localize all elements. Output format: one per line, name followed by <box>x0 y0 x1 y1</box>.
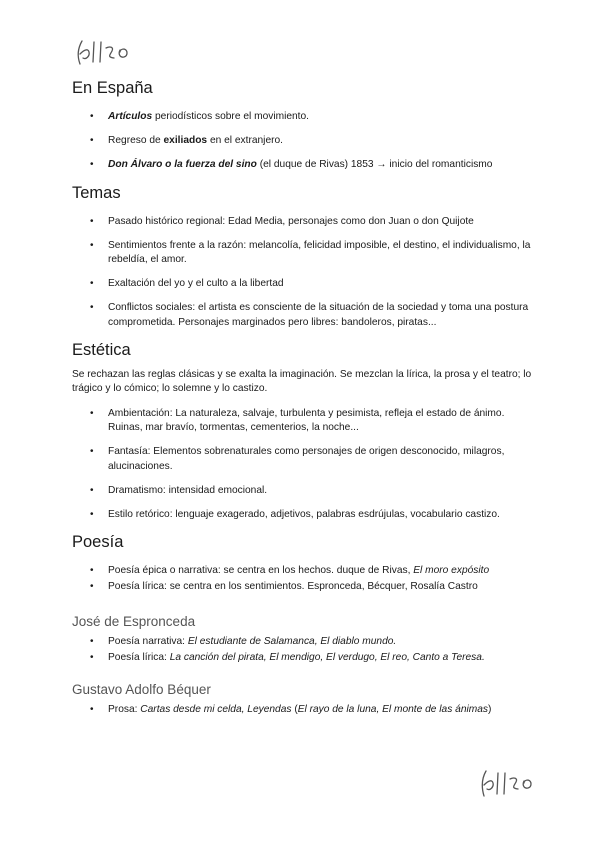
list-espana <box>72 110 532 173</box>
list-item: • Fantasía: Elementos sobrenaturales como personajes de origen desconocido, milagros, alucinaciones. <box>72 445 532 474</box>
list-estetica <box>72 407 532 523</box>
list-item: • Exaltación del yo y el culto a la libertad <box>72 277 532 292</box>
list-item: • Estilo retórico: lenguaje exagerado, adjetivos, palabras esdrújulas, vocabulario castizo. <box>72 508 532 523</box>
heading-espana: En España <box>72 79 153 97</box>
list-item: • Don Álvaro o la fuerza del sino (el duque de Rivas) 1853 → inicio del romanticismo <box>72 158 532 173</box>
list-item: • Regreso de exiliados en el extranjero. <box>72 134 532 149</box>
signature-icon <box>74 38 144 68</box>
list-item: • Poesía lírica: La canción del pirata, El mendigo, El verdugo, El reo, Canto a Teresa. <box>72 651 532 666</box>
signature-bottom <box>478 768 548 802</box>
heading-espronceda: José de Espronceda <box>72 613 196 629</box>
list-item: • Poesía narrativa: El estudiante de Salamanca, El diablo mundo. <box>72 635 532 650</box>
list-poesia <box>72 564 532 595</box>
signature-top <box>74 38 144 68</box>
list-item: • Dramatismo: intensidad emocional. <box>72 484 532 499</box>
heading-estetica: Estética <box>72 340 131 359</box>
list-item: • Sentimientos frente a la razón: melancolía, felicidad imposible, el destino, el individualismo, la rebeldía, el amor. <box>72 239 532 268</box>
list-item: • Poesía épica o narrativa: se centra en los hechos. duque de Rivas, El moro expósito <box>72 564 532 579</box>
list-becquer <box>72 703 532 718</box>
list-temas <box>72 215 532 331</box>
estetica-intro: Se rechazan las reglas clásicas y se exalta la imaginación. Se mezclan la lírica, la prosa y el teatro; lo trágico y lo cómico; lo solemne y lo castizo. <box>72 368 532 394</box>
heading-becquer: Gustavo Adolfo Béquer <box>72 681 211 697</box>
list-espronceda <box>72 635 532 666</box>
document-content <box>72 78 532 719</box>
list-item: • Poesía lírica: se centra en los sentimientos. Espronceda, Bécquer, Rosalía Castro <box>72 580 532 595</box>
list-item: • Ambientación: La naturaleza, salvaje, turbulenta y pesimista, refleja el estado de ánimo. Ruinas, mar bravío, tormentas, cementerios, la noche... <box>72 407 532 436</box>
list-item: • Artículos periodísticos sobre el movimiento. <box>72 110 532 125</box>
heading-poesia: Poesía <box>72 532 124 551</box>
signature-icon <box>478 768 548 802</box>
list-item: • Pasado histórico regional: Edad Media, personajes como don Juan o don Quijote <box>72 215 532 230</box>
list-item: • Prosa: Cartas desde mi celda, Leyendas (El rayo de la luna, El monte de las ánimas) <box>72 703 532 718</box>
list-item: • Conflictos sociales: el artista es consciente de la situación de la sociedad y toma una postura comprometida. Personajes marginados pero libres: bandoleros, piratas... <box>72 301 532 330</box>
heading-temas: Temas <box>72 183 121 202</box>
